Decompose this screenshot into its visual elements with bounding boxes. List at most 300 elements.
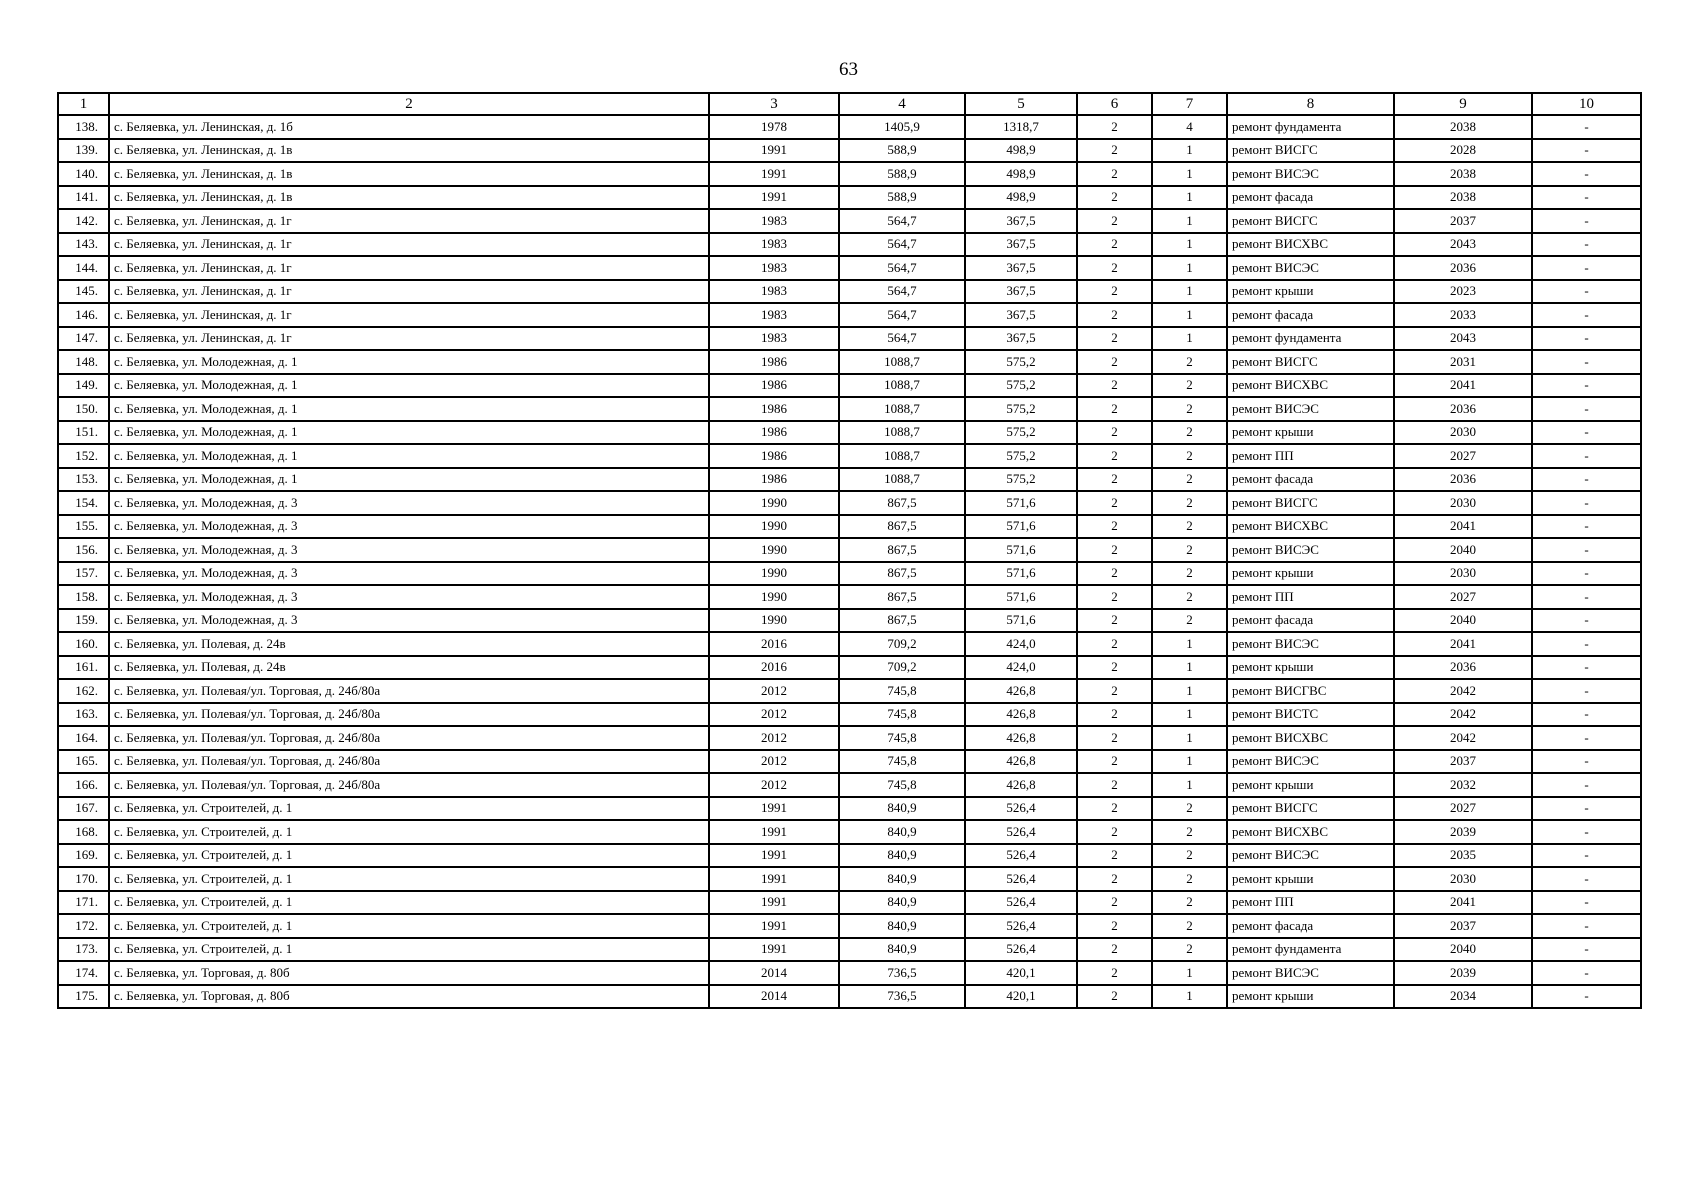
address-cell: с. Беляевка, ул. Строителей, д. 1 xyxy=(109,938,709,962)
table-row xyxy=(58,374,1641,398)
total-area-cell: 1088,7 xyxy=(839,421,965,445)
row-number-cell: 166. xyxy=(58,773,109,797)
living-area-cell: 526,4 xyxy=(965,938,1077,962)
work-type-cell: ремонт ВИСГВС xyxy=(1227,679,1394,703)
floors-cell: 2 xyxy=(1077,726,1152,750)
address-cell: с. Беляевка, ул. Молодежная, д. 1 xyxy=(109,444,709,468)
table-row xyxy=(58,844,1641,868)
year-cell: 1991 xyxy=(709,797,839,821)
note-cell: - xyxy=(1532,280,1641,304)
address-cell: с. Беляевка, ул. Ленинская, д. 1г xyxy=(109,303,709,327)
living-area-cell: 526,4 xyxy=(965,891,1077,915)
floors-cell: 2 xyxy=(1077,209,1152,233)
address-cell: с. Беляевка, ул. Ленинская, д. 1в xyxy=(109,139,709,163)
note-cell: - xyxy=(1532,256,1641,280)
table-row xyxy=(58,632,1641,656)
total-area-cell: 745,8 xyxy=(839,679,965,703)
table-row xyxy=(58,726,1641,750)
table-row xyxy=(58,186,1641,210)
floors-cell: 2 xyxy=(1077,844,1152,868)
row-number-cell: 157. xyxy=(58,562,109,586)
note-cell: - xyxy=(1532,750,1641,774)
entrances-cell: 1 xyxy=(1152,162,1227,186)
living-area-cell: 571,6 xyxy=(965,562,1077,586)
table-row xyxy=(58,938,1641,962)
row-number-cell: 139. xyxy=(58,139,109,163)
floors-cell: 2 xyxy=(1077,256,1152,280)
work-type-cell: ремонт фундамента xyxy=(1227,115,1394,139)
year-cell: 1990 xyxy=(709,585,839,609)
year-cell: 1991 xyxy=(709,938,839,962)
entrances-cell: 2 xyxy=(1152,844,1227,868)
address-cell: с. Беляевка, ул. Молодежная, д. 1 xyxy=(109,468,709,492)
table-row xyxy=(58,703,1641,727)
note-cell: - xyxy=(1532,938,1641,962)
note-cell: - xyxy=(1532,139,1641,163)
address-cell: с. Беляевка, ул. Строителей, д. 1 xyxy=(109,891,709,915)
note-cell: - xyxy=(1532,186,1641,210)
note-cell: - xyxy=(1532,327,1641,351)
note-cell: - xyxy=(1532,468,1641,492)
work-type-cell: ремонт ВИСГС xyxy=(1227,797,1394,821)
note-cell: - xyxy=(1532,374,1641,398)
work-type-cell: ремонт фасада xyxy=(1227,186,1394,210)
row-number-cell: 138. xyxy=(58,115,109,139)
address-cell: с. Беляевка, ул. Полевая/ул. Торговая, д. 24б/80а xyxy=(109,679,709,703)
address-cell: с. Беляевка, ул. Молодежная, д. 3 xyxy=(109,609,709,633)
year-cell: 1990 xyxy=(709,515,839,539)
planned-year-cell: 2038 xyxy=(1394,115,1532,139)
table-row xyxy=(58,280,1641,304)
table-row xyxy=(58,609,1641,633)
column-header: 6 xyxy=(1077,93,1152,115)
floors-cell: 2 xyxy=(1077,444,1152,468)
planned-year-cell: 2043 xyxy=(1394,233,1532,257)
year-cell: 1978 xyxy=(709,115,839,139)
address-cell: с. Беляевка, ул. Молодежная, д. 1 xyxy=(109,397,709,421)
entrances-cell: 2 xyxy=(1152,938,1227,962)
note-cell: - xyxy=(1532,562,1641,586)
floors-cell: 2 xyxy=(1077,186,1152,210)
table-row xyxy=(58,397,1641,421)
year-cell: 1986 xyxy=(709,374,839,398)
floors-cell: 2 xyxy=(1077,233,1152,257)
entrances-cell: 2 xyxy=(1152,515,1227,539)
entrances-cell: 2 xyxy=(1152,867,1227,891)
total-area-cell: 564,7 xyxy=(839,303,965,327)
work-type-cell: ремонт ВИСТС xyxy=(1227,703,1394,727)
living-area-cell: 571,6 xyxy=(965,538,1077,562)
planned-year-cell: 2027 xyxy=(1394,444,1532,468)
work-type-cell: ремонт фасада xyxy=(1227,468,1394,492)
living-area-cell: 575,2 xyxy=(965,397,1077,421)
address-cell: с. Беляевка, ул. Молодежная, д. 3 xyxy=(109,585,709,609)
entrances-cell: 1 xyxy=(1152,726,1227,750)
work-type-cell: ремонт ПП xyxy=(1227,444,1394,468)
address-cell: с. Беляевка, ул. Молодежная, д. 3 xyxy=(109,515,709,539)
address-cell: с. Беляевка, ул. Торговая, д. 80б xyxy=(109,985,709,1009)
column-header: 3 xyxy=(709,93,839,115)
note-cell: - xyxy=(1532,115,1641,139)
row-number-cell: 156. xyxy=(58,538,109,562)
floors-cell: 2 xyxy=(1077,562,1152,586)
planned-year-cell: 2036 xyxy=(1394,256,1532,280)
table-row xyxy=(58,961,1641,985)
living-area-cell: 426,8 xyxy=(965,703,1077,727)
work-type-cell: ремонт ВИСЭС xyxy=(1227,256,1394,280)
floors-cell: 2 xyxy=(1077,303,1152,327)
note-cell: - xyxy=(1532,820,1641,844)
planned-year-cell: 2039 xyxy=(1394,961,1532,985)
work-type-cell: ремонт ВИСХВС xyxy=(1227,233,1394,257)
floors-cell: 2 xyxy=(1077,703,1152,727)
year-cell: 1986 xyxy=(709,468,839,492)
address-cell: с. Беляевка, ул. Строителей, д. 1 xyxy=(109,867,709,891)
year-cell: 1990 xyxy=(709,538,839,562)
note-cell: - xyxy=(1532,985,1641,1009)
note-cell: - xyxy=(1532,961,1641,985)
year-cell: 1991 xyxy=(709,139,839,163)
table-row xyxy=(58,468,1641,492)
work-type-cell: ремонт ВИСЭС xyxy=(1227,397,1394,421)
floors-cell: 2 xyxy=(1077,421,1152,445)
entrances-cell: 1 xyxy=(1152,703,1227,727)
work-type-cell: ремонт ВИСГС xyxy=(1227,139,1394,163)
row-number-cell: 147. xyxy=(58,327,109,351)
floors-cell: 2 xyxy=(1077,585,1152,609)
year-cell: 2012 xyxy=(709,703,839,727)
work-type-cell: ремонт ВИСГС xyxy=(1227,209,1394,233)
planned-year-cell: 2030 xyxy=(1394,491,1532,515)
note-cell: - xyxy=(1532,844,1641,868)
address-cell: с. Беляевка, ул. Ленинская, д. 1б xyxy=(109,115,709,139)
planned-year-cell: 2040 xyxy=(1394,938,1532,962)
note-cell: - xyxy=(1532,914,1641,938)
entrances-cell: 1 xyxy=(1152,656,1227,680)
row-number-cell: 162. xyxy=(58,679,109,703)
living-area-cell: 575,2 xyxy=(965,421,1077,445)
floors-cell: 2 xyxy=(1077,280,1152,304)
work-type-cell: ремонт ВИСХВС xyxy=(1227,726,1394,750)
living-area-cell: 526,4 xyxy=(965,844,1077,868)
living-area-cell: 571,6 xyxy=(965,515,1077,539)
living-area-cell: 575,2 xyxy=(965,468,1077,492)
floors-cell: 2 xyxy=(1077,656,1152,680)
table-row xyxy=(58,327,1641,351)
total-area-cell: 1088,7 xyxy=(839,397,965,421)
address-cell: с. Беляевка, ул. Строителей, д. 1 xyxy=(109,797,709,821)
entrances-cell: 2 xyxy=(1152,374,1227,398)
row-number-cell: 145. xyxy=(58,280,109,304)
work-type-cell: ремонт фундамента xyxy=(1227,938,1394,962)
entrances-cell: 2 xyxy=(1152,797,1227,821)
address-cell: с. Беляевка, ул. Ленинская, д. 1г xyxy=(109,233,709,257)
table-row xyxy=(58,820,1641,844)
total-area-cell: 564,7 xyxy=(839,209,965,233)
address-cell: с. Беляевка, ул. Ленинская, д. 1г xyxy=(109,280,709,304)
work-type-cell: ремонт крыши xyxy=(1227,985,1394,1009)
work-type-cell: ремонт ВИСХВС xyxy=(1227,515,1394,539)
entrances-cell: 1 xyxy=(1152,750,1227,774)
address-cell: с. Беляевка, ул. Полевая/ул. Торговая, д. 24б/80а xyxy=(109,703,709,727)
planned-year-cell: 2030 xyxy=(1394,562,1532,586)
work-type-cell: ремонт фасада xyxy=(1227,609,1394,633)
entrances-cell: 2 xyxy=(1152,468,1227,492)
total-area-cell: 840,9 xyxy=(839,914,965,938)
planned-year-cell: 2036 xyxy=(1394,656,1532,680)
note-cell: - xyxy=(1532,491,1641,515)
entrances-cell: 1 xyxy=(1152,679,1227,703)
entrances-cell: 2 xyxy=(1152,350,1227,374)
floors-cell: 2 xyxy=(1077,538,1152,562)
living-area-cell: 367,5 xyxy=(965,233,1077,257)
work-type-cell: ремонт ВИСЭС xyxy=(1227,961,1394,985)
planned-year-cell: 2035 xyxy=(1394,844,1532,868)
work-type-cell: ремонт крыши xyxy=(1227,421,1394,445)
row-number-cell: 168. xyxy=(58,820,109,844)
year-cell: 1983 xyxy=(709,256,839,280)
work-type-cell: ремонт ВИСГС xyxy=(1227,350,1394,374)
table-row xyxy=(58,233,1641,257)
entrances-cell: 2 xyxy=(1152,444,1227,468)
row-number-cell: 144. xyxy=(58,256,109,280)
floors-cell: 2 xyxy=(1077,515,1152,539)
table-row xyxy=(58,750,1641,774)
year-cell: 1986 xyxy=(709,444,839,468)
entrances-cell: 2 xyxy=(1152,585,1227,609)
entrances-cell: 1 xyxy=(1152,327,1227,351)
work-type-cell: ремонт ВИСЭС xyxy=(1227,162,1394,186)
floors-cell: 2 xyxy=(1077,115,1152,139)
row-number-cell: 172. xyxy=(58,914,109,938)
address-cell: с. Беляевка, ул. Молодежная, д. 3 xyxy=(109,491,709,515)
row-number-cell: 173. xyxy=(58,938,109,962)
floors-cell: 2 xyxy=(1077,139,1152,163)
note-cell: - xyxy=(1532,209,1641,233)
year-cell: 2012 xyxy=(709,750,839,774)
living-area-cell: 575,2 xyxy=(965,374,1077,398)
living-area-cell: 424,0 xyxy=(965,656,1077,680)
living-area-cell: 498,9 xyxy=(965,139,1077,163)
work-type-cell: ремонт ВИСЭС xyxy=(1227,750,1394,774)
year-cell: 1983 xyxy=(709,327,839,351)
table-row xyxy=(58,303,1641,327)
note-cell: - xyxy=(1532,233,1641,257)
column-header: 4 xyxy=(839,93,965,115)
year-cell: 1991 xyxy=(709,867,839,891)
living-area-cell: 526,4 xyxy=(965,867,1077,891)
address-cell: с. Беляевка, ул. Ленинская, д. 1в xyxy=(109,162,709,186)
address-cell: с. Беляевка, ул. Полевая/ул. Торговая, д. 24б/80а xyxy=(109,750,709,774)
planned-year-cell: 2038 xyxy=(1394,186,1532,210)
entrances-cell: 1 xyxy=(1152,961,1227,985)
floors-cell: 2 xyxy=(1077,632,1152,656)
planned-year-cell: 2042 xyxy=(1394,726,1532,750)
year-cell: 1990 xyxy=(709,562,839,586)
work-type-cell: ремонт фундамента xyxy=(1227,327,1394,351)
planned-year-cell: 2040 xyxy=(1394,538,1532,562)
planned-year-cell: 2034 xyxy=(1394,985,1532,1009)
floors-cell: 2 xyxy=(1077,750,1152,774)
floors-cell: 2 xyxy=(1077,797,1152,821)
address-cell: с. Беляевка, ул. Строителей, д. 1 xyxy=(109,914,709,938)
total-area-cell: 840,9 xyxy=(839,891,965,915)
floors-cell: 2 xyxy=(1077,609,1152,633)
year-cell: 1991 xyxy=(709,914,839,938)
note-cell: - xyxy=(1532,609,1641,633)
row-number-cell: 160. xyxy=(58,632,109,656)
planned-year-cell: 2028 xyxy=(1394,139,1532,163)
table-row xyxy=(58,562,1641,586)
total-area-cell: 840,9 xyxy=(839,938,965,962)
note-cell: - xyxy=(1532,585,1641,609)
note-cell: - xyxy=(1532,350,1641,374)
column-header: 8 xyxy=(1227,93,1394,115)
row-number-cell: 163. xyxy=(58,703,109,727)
planned-year-cell: 2041 xyxy=(1394,891,1532,915)
work-type-cell: ремонт крыши xyxy=(1227,867,1394,891)
column-header: 10 xyxy=(1532,93,1641,115)
address-cell: с. Беляевка, ул. Молодежная, д. 3 xyxy=(109,562,709,586)
total-area-cell: 564,7 xyxy=(839,327,965,351)
floors-cell: 2 xyxy=(1077,162,1152,186)
address-cell: с. Беляевка, ул. Ленинская, д. 1г xyxy=(109,256,709,280)
note-cell: - xyxy=(1532,444,1641,468)
planned-year-cell: 2038 xyxy=(1394,162,1532,186)
row-number-cell: 140. xyxy=(58,162,109,186)
total-area-cell: 745,8 xyxy=(839,773,965,797)
floors-cell: 2 xyxy=(1077,961,1152,985)
total-area-cell: 867,5 xyxy=(839,515,965,539)
column-header: 9 xyxy=(1394,93,1532,115)
total-area-cell: 867,5 xyxy=(839,491,965,515)
planned-year-cell: 2027 xyxy=(1394,797,1532,821)
address-cell: с. Беляевка, ул. Ленинская, д. 1г xyxy=(109,327,709,351)
total-area-cell: 867,5 xyxy=(839,562,965,586)
table-row xyxy=(58,891,1641,915)
floors-cell: 2 xyxy=(1077,374,1152,398)
year-cell: 1991 xyxy=(709,162,839,186)
row-number-cell: 153. xyxy=(58,468,109,492)
table-row xyxy=(58,421,1641,445)
planned-year-cell: 2042 xyxy=(1394,679,1532,703)
floors-cell: 2 xyxy=(1077,891,1152,915)
row-number-cell: 150. xyxy=(58,397,109,421)
note-cell: - xyxy=(1532,397,1641,421)
year-cell: 1986 xyxy=(709,350,839,374)
page-number: 63 xyxy=(839,59,858,80)
column-header: 7 xyxy=(1152,93,1227,115)
row-number-cell: 154. xyxy=(58,491,109,515)
year-cell: 1991 xyxy=(709,820,839,844)
table-row xyxy=(58,985,1641,1009)
row-number-cell: 151. xyxy=(58,421,109,445)
row-number-cell: 141. xyxy=(58,186,109,210)
total-area-cell: 745,8 xyxy=(839,750,965,774)
living-area-cell: 367,5 xyxy=(965,280,1077,304)
address-cell: с. Беляевка, ул. Молодежная, д. 1 xyxy=(109,374,709,398)
total-area-cell: 867,5 xyxy=(839,538,965,562)
entrances-cell: 1 xyxy=(1152,632,1227,656)
total-area-cell: 745,8 xyxy=(839,703,965,727)
floors-cell: 2 xyxy=(1077,679,1152,703)
total-area-cell: 1088,7 xyxy=(839,374,965,398)
table-row xyxy=(58,444,1641,468)
planned-year-cell: 2037 xyxy=(1394,914,1532,938)
total-area-cell: 736,5 xyxy=(839,985,965,1009)
total-area-cell: 564,7 xyxy=(839,280,965,304)
work-type-cell: ремонт ВИСХВС xyxy=(1227,374,1394,398)
table-row xyxy=(58,139,1641,163)
living-area-cell: 526,4 xyxy=(965,797,1077,821)
note-cell: - xyxy=(1532,797,1641,821)
total-area-cell: 1405,9 xyxy=(839,115,965,139)
row-number-cell: 165. xyxy=(58,750,109,774)
year-cell: 2014 xyxy=(709,961,839,985)
living-area-cell: 571,6 xyxy=(965,585,1077,609)
entrances-cell: 1 xyxy=(1152,256,1227,280)
year-cell: 1986 xyxy=(709,421,839,445)
total-area-cell: 840,9 xyxy=(839,844,965,868)
row-number-cell: 149. xyxy=(58,374,109,398)
planned-year-cell: 2040 xyxy=(1394,609,1532,633)
column-header: 2 xyxy=(109,93,709,115)
table-row xyxy=(58,491,1641,515)
work-type-cell: ремонт крыши xyxy=(1227,773,1394,797)
address-cell: с. Беляевка, ул. Строителей, д. 1 xyxy=(109,844,709,868)
total-area-cell: 588,9 xyxy=(839,139,965,163)
year-cell: 1991 xyxy=(709,186,839,210)
entrances-cell: 2 xyxy=(1152,562,1227,586)
planned-year-cell: 2042 xyxy=(1394,703,1532,727)
living-area-cell: 426,8 xyxy=(965,679,1077,703)
living-area-cell: 498,9 xyxy=(965,162,1077,186)
planned-year-cell: 2033 xyxy=(1394,303,1532,327)
total-area-cell: 840,9 xyxy=(839,820,965,844)
column-header: 5 xyxy=(965,93,1077,115)
note-cell: - xyxy=(1532,773,1641,797)
note-cell: - xyxy=(1532,303,1641,327)
table-row xyxy=(58,773,1641,797)
row-number-cell: 169. xyxy=(58,844,109,868)
address-cell: с. Беляевка, ул. Полевая, д. 24в xyxy=(109,656,709,680)
living-area-cell: 575,2 xyxy=(965,350,1077,374)
table-header xyxy=(58,93,1641,115)
total-area-cell: 709,2 xyxy=(839,632,965,656)
year-cell: 1983 xyxy=(709,303,839,327)
table-row xyxy=(58,162,1641,186)
total-area-cell: 588,9 xyxy=(839,162,965,186)
year-cell: 1983 xyxy=(709,233,839,257)
note-cell: - xyxy=(1532,867,1641,891)
note-cell: - xyxy=(1532,726,1641,750)
planned-year-cell: 2043 xyxy=(1394,327,1532,351)
planned-year-cell: 2036 xyxy=(1394,397,1532,421)
table-row xyxy=(58,656,1641,680)
table-row xyxy=(58,350,1641,374)
entrances-cell: 1 xyxy=(1152,985,1227,1009)
total-area-cell: 709,2 xyxy=(839,656,965,680)
entrances-cell: 1 xyxy=(1152,280,1227,304)
row-number-cell: 159. xyxy=(58,609,109,633)
entrances-cell: 4 xyxy=(1152,115,1227,139)
floors-cell: 2 xyxy=(1077,938,1152,962)
floors-cell: 2 xyxy=(1077,468,1152,492)
floors-cell: 2 xyxy=(1077,820,1152,844)
year-cell: 1983 xyxy=(709,209,839,233)
living-area-cell: 367,5 xyxy=(965,209,1077,233)
total-area-cell: 736,5 xyxy=(839,961,965,985)
